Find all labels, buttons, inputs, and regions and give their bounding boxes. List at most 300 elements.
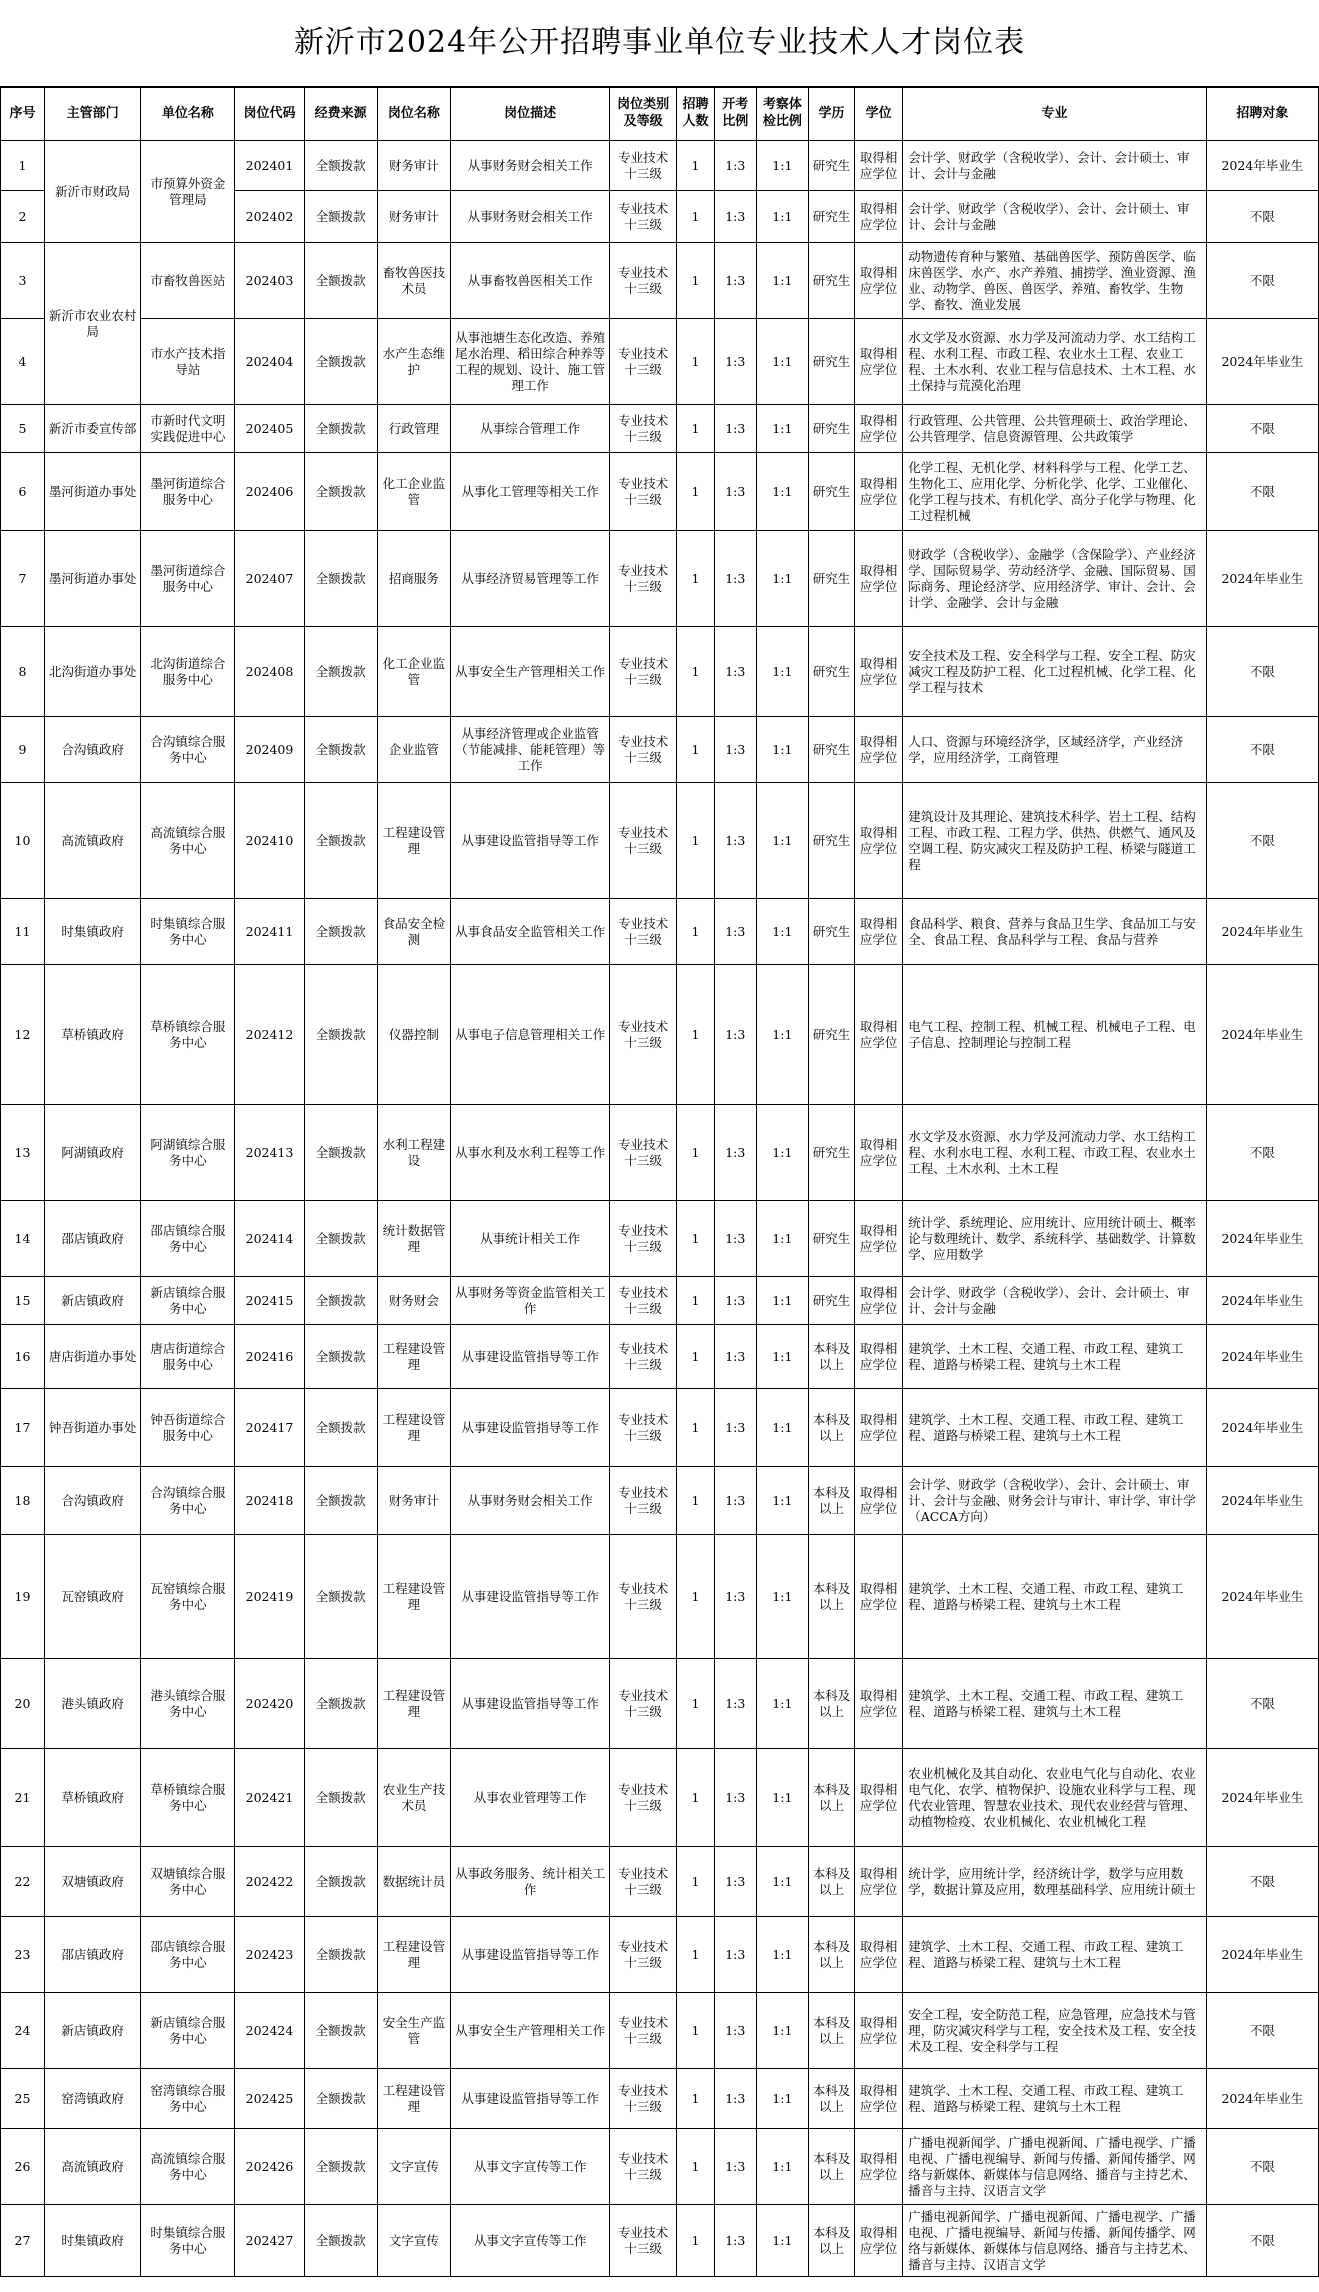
col-dept-header: 主管部门 (44, 88, 140, 141)
check-ratio: 1:1 (756, 1325, 808, 1389)
dept-cell: 钟吾街道办事处 (44, 1389, 140, 1467)
position-code: 202412 (235, 965, 304, 1105)
position-code: 202418 (235, 1467, 304, 1535)
unit-cell: 市新时代文明实践促进中心 (141, 405, 235, 453)
dept-cell: 邵店镇政府 (44, 1201, 140, 1277)
position-category: 专业技术十三级 (610, 1325, 677, 1389)
hire-count: 1 (677, 2069, 715, 2129)
degree: 取得相应学位 (855, 1389, 903, 1467)
degree: 取得相应学位 (855, 627, 903, 717)
row-number: 13 (1, 1105, 45, 1201)
education: 研究生 (809, 453, 855, 531)
degree: 取得相应学位 (855, 1325, 903, 1389)
degree: 取得相应学位 (855, 899, 903, 965)
dept-cell: 高流镇政府 (44, 783, 140, 899)
education: 研究生 (809, 319, 855, 405)
position-category: 专业技术十三级 (610, 1847, 677, 1917)
position-category: 专业技术十三级 (610, 1535, 677, 1659)
row-number: 14 (1, 1201, 45, 1277)
funding-source: 全额拨款 (304, 319, 377, 405)
row-number: 2 (1, 191, 45, 243)
funding-source: 全额拨款 (304, 2129, 377, 2205)
recruit-target: 不限 (1206, 453, 1318, 531)
education: 本科及以上 (809, 1659, 855, 1749)
position-category: 专业技术十三级 (610, 1389, 677, 1467)
position-description: 从事财务财会相关工作 (451, 141, 610, 191)
degree: 取得相应学位 (855, 243, 903, 319)
position-category: 专业技术十三级 (610, 783, 677, 899)
hire-count: 1 (677, 453, 715, 531)
unit-cell: 邵店镇综合服务中心 (141, 1917, 235, 1993)
funding-source: 全额拨款 (304, 1993, 377, 2069)
position-description: 从事畜牧兽医相关工作 (451, 243, 610, 319)
funding-source: 全额拨款 (304, 1105, 377, 1201)
position-code: 202426 (235, 2129, 304, 2205)
table-row (1, 1659, 1319, 1749)
col-category-header: 岗位类别及等级 (610, 88, 677, 141)
position-name: 农业生产技术员 (377, 1749, 450, 1847)
exam-ratio: 1:3 (714, 1917, 756, 1993)
major-list: 会计学、财政学（含税收学）、会计、会计硕士、审计、会计与金融 (903, 141, 1207, 191)
table-row (1, 1389, 1319, 1467)
position-description: 从事财务财会相关工作 (451, 1467, 610, 1535)
check-ratio: 1:1 (756, 2069, 808, 2129)
position-description: 从事文字宣传等工作 (451, 2205, 610, 2277)
position-category: 专业技术十三级 (610, 453, 677, 531)
table-row (1, 965, 1319, 1105)
position-description: 从事政务服务、统计相关工作 (451, 1847, 610, 1917)
position-name: 水产生态维护 (377, 319, 450, 405)
position-description: 从事化工管理等相关工作 (451, 453, 610, 531)
hire-count: 1 (677, 2205, 715, 2277)
row-number: 22 (1, 1847, 45, 1917)
funding-source: 全额拨款 (304, 1659, 377, 1749)
recruit-target: 2024年毕业生 (1206, 1201, 1318, 1277)
row-number: 11 (1, 899, 45, 965)
degree: 取得相应学位 (855, 319, 903, 405)
major-list: 电气工程、控制工程、机械工程、机械电子工程、电子信息、控制理论与控制工程 (903, 965, 1207, 1105)
position-code: 202423 (235, 1917, 304, 1993)
row-number: 12 (1, 965, 45, 1105)
unit-cell: 时集镇综合服务中心 (141, 899, 235, 965)
table-row (1, 1917, 1319, 1993)
major-list: 安全技术及工程、安全科学与工程、安全工程、防灾减灾工程及防护工程、化工过程机械、化学工程、化学工程与技术 (903, 627, 1207, 717)
position-code: 202416 (235, 1325, 304, 1389)
position-code: 202414 (235, 1201, 304, 1277)
position-code: 202408 (235, 627, 304, 717)
unit-cell: 唐店街道综合服务中心 (141, 1325, 235, 1389)
check-ratio: 1:1 (756, 1105, 808, 1201)
hire-count: 1 (677, 965, 715, 1105)
unit-cell: 高流镇综合服务中心 (141, 2129, 235, 2205)
recruit-target: 不限 (1206, 717, 1318, 783)
position-name: 财务审计 (377, 1467, 450, 1535)
position-code: 202427 (235, 2205, 304, 2277)
position-code: 202405 (235, 405, 304, 453)
education: 本科及以上 (809, 1467, 855, 1535)
degree: 取得相应学位 (855, 1467, 903, 1535)
position-category: 专业技术十三级 (610, 1917, 677, 1993)
position-code: 202404 (235, 319, 304, 405)
dept-cell: 时集镇政府 (44, 899, 140, 965)
position-description: 从事建设监管指导等工作 (451, 1659, 610, 1749)
col-unit-header: 单位名称 (141, 88, 235, 141)
funding-source: 全额拨款 (304, 1847, 377, 1917)
position-description: 从事建设监管指导等工作 (451, 1917, 610, 1993)
row-number: 9 (1, 717, 45, 783)
position-code: 202425 (235, 2069, 304, 2129)
funding-source: 全额拨款 (304, 2069, 377, 2129)
exam-ratio: 1:3 (714, 1389, 756, 1467)
unit-cell: 港头镇综合服务中心 (141, 1659, 235, 1749)
hire-count: 1 (677, 717, 715, 783)
education: 研究生 (809, 899, 855, 965)
col-position-header: 岗位名称 (377, 88, 450, 141)
exam-ratio: 1:3 (714, 531, 756, 627)
check-ratio: 1:1 (756, 2205, 808, 2277)
exam-ratio: 1:3 (714, 965, 756, 1105)
position-category: 专业技术十三级 (610, 899, 677, 965)
position-name: 文字宣传 (377, 2129, 450, 2205)
major-list: 建筑学、土木工程、交通工程、市政工程、建筑工程、道路与桥梁工程、建筑与土木工程 (903, 1917, 1207, 1993)
check-ratio: 1:1 (756, 1659, 808, 1749)
row-number: 1 (1, 141, 45, 191)
row-number: 10 (1, 783, 45, 899)
education: 研究生 (809, 627, 855, 717)
funding-source: 全额拨款 (304, 405, 377, 453)
position-description: 从事建设监管指导等工作 (451, 2069, 610, 2129)
position-code: 202424 (235, 1993, 304, 2069)
exam-ratio: 1:3 (714, 1659, 756, 1749)
dept-cell: 阿湖镇政府 (44, 1105, 140, 1201)
position-code: 202421 (235, 1749, 304, 1847)
hire-count: 1 (677, 1993, 715, 2069)
unit-cell: 高流镇综合服务中心 (141, 783, 235, 899)
recruit-target: 2024年毕业生 (1206, 1535, 1318, 1659)
major-list: 动物遗传育种与繁殖、基础兽医学、预防兽医学、临床兽医学、水产、水产养殖、捕捞学、渔业资源、渔业、动物学、兽医、兽医学、养殖、畜牧学、生物学、畜牧、渔业发展 (903, 243, 1207, 319)
hire-count: 1 (677, 1535, 715, 1659)
degree: 取得相应学位 (855, 1201, 903, 1277)
position-category: 专业技术十三级 (610, 405, 677, 453)
position-code: 202407 (235, 531, 304, 627)
position-name: 统计数据管理 (377, 1201, 450, 1277)
exam-ratio: 1:3 (714, 1325, 756, 1389)
degree: 取得相应学位 (855, 2069, 903, 2129)
position-name: 财务审计 (377, 191, 450, 243)
funding-source: 全额拨款 (304, 1535, 377, 1659)
degree: 取得相应学位 (855, 1105, 903, 1201)
exam-ratio: 1:3 (714, 141, 756, 191)
exam-ratio: 1:3 (714, 783, 756, 899)
major-list: 建筑设计及其理论、建筑技术科学、岩土工程、结构工程、市政工程、工程力学、供热、供燃气、通风及空调工程、防灾减灾工程及防护工程、桥梁与隧道工程 (903, 783, 1207, 899)
position-description: 从事池塘生态化改造、养殖尾水治理、稻田综合种养等工程的规划、设计、施工管理工作 (451, 319, 610, 405)
unit-cell: 合沟镇综合服务中心 (141, 1467, 235, 1535)
education: 研究生 (809, 717, 855, 783)
col-no-header: 序号 (1, 88, 45, 141)
col-education-header: 学历 (809, 88, 855, 141)
row-number: 19 (1, 1535, 45, 1659)
dept-cell: 时集镇政府 (44, 2205, 140, 2277)
hire-count: 1 (677, 319, 715, 405)
check-ratio: 1:1 (756, 1535, 808, 1659)
hire-count: 1 (677, 899, 715, 965)
position-code: 202415 (235, 1277, 304, 1325)
col-check-ratio-header: 考察体检比例 (756, 88, 808, 141)
degree: 取得相应学位 (855, 783, 903, 899)
recruit-target: 不限 (1206, 2205, 1318, 2277)
major-list: 广播电视新闻学、广播电视新闻、广播电视学、广播电视、广播电视编导、新闻与传播、新闻传播学、网络与新媒体、新媒体与信息网络、播音与主持艺术、播音与主持、汉语言文学 (903, 2205, 1207, 2277)
hire-count: 1 (677, 141, 715, 191)
education: 研究生 (809, 243, 855, 319)
position-description: 从事电子信息管理相关工作 (451, 965, 610, 1105)
degree: 取得相应学位 (855, 453, 903, 531)
position-description: 从事建设监管指导等工作 (451, 1389, 610, 1467)
major-list: 建筑学、土木工程、交通工程、市政工程、建筑工程、道路与桥梁工程、建筑与土木工程 (903, 2069, 1207, 2129)
unit-cell: 市预算外资金管理局 (141, 141, 235, 243)
check-ratio: 1:1 (756, 965, 808, 1105)
degree: 取得相应学位 (855, 1535, 903, 1659)
hire-count: 1 (677, 627, 715, 717)
hire-count: 1 (677, 1277, 715, 1325)
table-row (1, 1993, 1319, 2069)
position-category: 专业技术十三级 (610, 1467, 677, 1535)
education: 本科及以上 (809, 1917, 855, 1993)
table-row (1, 2205, 1319, 2277)
major-list: 统计学、系统理论、应用统计、应用统计硕士、概率论与数理统计、数学、系统科学、基础数学、计算数学、应用数学 (903, 1201, 1207, 1277)
funding-source: 全额拨款 (304, 243, 377, 319)
dept-cell: 双塘镇政府 (44, 1847, 140, 1917)
row-number: 8 (1, 627, 45, 717)
education: 研究生 (809, 965, 855, 1105)
unit-cell: 北沟街道综合服务中心 (141, 627, 235, 717)
recruit-target: 不限 (1206, 405, 1318, 453)
major-list: 安全工程，安全防范工程，应急管理，应急技术与管理，防灾减灾科学与工程，安全技术及工程、安全技术及工程、安全科学与工程 (903, 1993, 1207, 2069)
position-name: 畜牧兽医技术员 (377, 243, 450, 319)
major-list: 食品科学、粮食、营养与食品卫生学、食品加工与安全、食品工程、食品科学与工程、食品与营养 (903, 899, 1207, 965)
col-count-header: 招聘人数 (677, 88, 715, 141)
unit-cell: 时集镇综合服务中心 (141, 2205, 235, 2277)
position-category: 专业技术十三级 (610, 717, 677, 783)
degree: 取得相应学位 (855, 2205, 903, 2277)
check-ratio: 1:1 (756, 405, 808, 453)
position-name: 工程建设管理 (377, 1659, 450, 1749)
row-number: 21 (1, 1749, 45, 1847)
recruit-target: 2024年毕业生 (1206, 141, 1318, 191)
degree: 取得相应学位 (855, 1659, 903, 1749)
position-name: 工程建设管理 (377, 1917, 450, 1993)
hire-count: 1 (677, 1201, 715, 1277)
unit-cell: 双塘镇综合服务中心 (141, 1847, 235, 1917)
position-category: 专业技术十三级 (610, 243, 677, 319)
major-list: 建筑学、土木工程、交通工程、市政工程、建筑工程、道路与桥梁工程、建筑与土木工程 (903, 1389, 1207, 1467)
col-exam-ratio-header: 开考比例 (714, 88, 756, 141)
position-code: 202410 (235, 783, 304, 899)
degree: 取得相应学位 (855, 1749, 903, 1847)
recruit-target: 2024年毕业生 (1206, 965, 1318, 1105)
education: 研究生 (809, 1105, 855, 1201)
education: 研究生 (809, 783, 855, 899)
position-description: 从事财务财会相关工作 (451, 191, 610, 243)
dept-cell: 新店镇政府 (44, 1277, 140, 1325)
recruit-target: 2024年毕业生 (1206, 1467, 1318, 1535)
hire-count: 1 (677, 1105, 715, 1201)
table-row (1, 405, 1319, 453)
unit-cell: 市水产技术指导站 (141, 319, 235, 405)
position-description: 从事建设监管指导等工作 (451, 1325, 610, 1389)
position-name: 行政管理 (377, 405, 450, 453)
row-number: 24 (1, 1993, 45, 2069)
education: 研究生 (809, 1201, 855, 1277)
col-code-header: 岗位代码 (235, 88, 304, 141)
positions-table (0, 87, 1319, 2277)
position-category: 专业技术十三级 (610, 1201, 677, 1277)
dept-cell: 草桥镇政府 (44, 1749, 140, 1847)
position-description: 从事建设监管指导等工作 (451, 1535, 610, 1659)
table-row (1, 783, 1319, 899)
education: 本科及以上 (809, 1749, 855, 1847)
check-ratio: 1:1 (756, 1749, 808, 1847)
education: 本科及以上 (809, 1847, 855, 1917)
position-description: 从事文字宣传等工作 (451, 2129, 610, 2205)
funding-source: 全额拨款 (304, 783, 377, 899)
table-row (1, 2129, 1319, 2205)
major-list: 广播电视新闻学、广播电视新闻、广播电视学、广播电视、广播电视编导、新闻与传播、新闻传播学、网络与新媒体、新媒体与信息网络、播音与主持艺术、播音与主持、汉语言文学 (903, 2129, 1207, 2205)
table-row (1, 1277, 1319, 1325)
dept-cell: 墨河街道办事处 (44, 453, 140, 531)
exam-ratio: 1:3 (714, 1993, 756, 2069)
row-number: 6 (1, 453, 45, 531)
degree: 取得相应学位 (855, 531, 903, 627)
major-list: 统计学，应用统计学，经济统计学，数学与应用数学，数据计算及应用，数理基础科学、应用统计硕士 (903, 1847, 1207, 1917)
position-description: 从事经济贸易管理等工作 (451, 531, 610, 627)
row-number: 3 (1, 243, 45, 319)
major-list: 会计学、财政学（含税收学）、会计、会计硕士、审计、会计与金融、财务会计与审计、审计学、审计学（ACCA方向） (903, 1467, 1207, 1535)
unit-cell: 墨河街道综合服务中心 (141, 453, 235, 531)
exam-ratio: 1:3 (714, 1535, 756, 1659)
header-row (1, 88, 1319, 141)
table-row (1, 1201, 1319, 1277)
col-degree-header: 学位 (855, 88, 903, 141)
education: 研究生 (809, 531, 855, 627)
position-code: 202406 (235, 453, 304, 531)
position-description: 从事财务等资金监管相关工作 (451, 1277, 610, 1325)
table-row (1, 1467, 1319, 1535)
position-category: 专业技术十三级 (610, 627, 677, 717)
position-code: 202420 (235, 1659, 304, 1749)
unit-cell: 市畜牧兽医站 (141, 243, 235, 319)
hire-count: 1 (677, 531, 715, 627)
recruit-target: 2024年毕业生 (1206, 2069, 1318, 2129)
funding-source: 全额拨款 (304, 1389, 377, 1467)
major-list: 会计学、财政学（含税收学）、会计、会计硕士、审计、会计与金融 (903, 1277, 1207, 1325)
position-name: 招商服务 (377, 531, 450, 627)
unit-cell: 阿湖镇综合服务中心 (141, 1105, 235, 1201)
position-code: 202422 (235, 1847, 304, 1917)
education: 研究生 (809, 405, 855, 453)
recruit-target: 不限 (1206, 191, 1318, 243)
unit-cell: 墨河街道综合服务中心 (141, 531, 235, 627)
exam-ratio: 1:3 (714, 2129, 756, 2205)
table-row (1, 243, 1319, 319)
funding-source: 全额拨款 (304, 453, 377, 531)
position-category: 专业技术十三级 (610, 965, 677, 1105)
funding-source: 全额拨款 (304, 899, 377, 965)
position-code: 202413 (235, 1105, 304, 1201)
row-number: 5 (1, 405, 45, 453)
education: 研究生 (809, 141, 855, 191)
table-row (1, 531, 1319, 627)
education: 本科及以上 (809, 2129, 855, 2205)
recruit-target: 2024年毕业生 (1206, 531, 1318, 627)
position-name: 食品安全检测 (377, 899, 450, 965)
position-name: 财务财会 (377, 1277, 450, 1325)
table-row (1, 319, 1319, 405)
position-description: 从事食品安全监管相关工作 (451, 899, 610, 965)
check-ratio: 1:1 (756, 2129, 808, 2205)
position-name: 工程建设管理 (377, 2069, 450, 2129)
dept-cell: 新店镇政府 (44, 1993, 140, 2069)
position-name: 数据统计员 (377, 1847, 450, 1917)
table-row (1, 1325, 1319, 1389)
dept-cell: 北沟街道办事处 (44, 627, 140, 717)
exam-ratio: 1:3 (714, 627, 756, 717)
exam-ratio: 1:3 (714, 1847, 756, 1917)
recruit-target: 不限 (1206, 1993, 1318, 2069)
position-name: 水利工程建设 (377, 1105, 450, 1201)
funding-source: 全额拨款 (304, 1325, 377, 1389)
position-code: 202401 (235, 141, 304, 191)
recruit-target: 不限 (1206, 1659, 1318, 1749)
exam-ratio: 1:3 (714, 191, 756, 243)
position-category: 专业技术十三级 (610, 1749, 677, 1847)
position-category: 专业技术十三级 (610, 2129, 677, 2205)
exam-ratio: 1:3 (714, 1467, 756, 1535)
major-list: 建筑学、土木工程、交通工程、市政工程、建筑工程、道路与桥梁工程、建筑与土木工程 (903, 1535, 1207, 1659)
unit-cell: 草桥镇综合服务中心 (141, 965, 235, 1105)
row-number: 26 (1, 2129, 45, 2205)
education: 本科及以上 (809, 1325, 855, 1389)
position-name: 化工企业监管 (377, 453, 450, 531)
unit-cell: 钟吾街道综合服务中心 (141, 1389, 235, 1467)
recruit-target: 不限 (1206, 627, 1318, 717)
position-code: 202411 (235, 899, 304, 965)
dept-cell: 合沟镇政府 (44, 1467, 140, 1535)
check-ratio: 1:1 (756, 899, 808, 965)
recruit-target: 2024年毕业生 (1206, 1749, 1318, 1847)
col-major-header: 专业 (903, 88, 1207, 141)
unit-cell: 邵店镇综合服务中心 (141, 1201, 235, 1277)
dept-cell: 高流镇政府 (44, 2129, 140, 2205)
check-ratio: 1:1 (756, 141, 808, 191)
position-description: 从事农业管理等工作 (451, 1749, 610, 1847)
education: 本科及以上 (809, 1993, 855, 2069)
recruit-target: 2024年毕业生 (1206, 1325, 1318, 1389)
unit-cell: 合沟镇综合服务中心 (141, 717, 235, 783)
position-code: 202402 (235, 191, 304, 243)
major-list: 水文学及水资源、水力学及河流动力学、水工结构工程、水利工程、市政工程、农业水土工程、农业工程、土木水利、农业工程与信息技术、土木工程、水土保持与荒漠化治理 (903, 319, 1207, 405)
position-category: 专业技术十三级 (610, 191, 677, 243)
dept-cell: 邵店镇政府 (44, 1917, 140, 1993)
check-ratio: 1:1 (756, 1389, 808, 1467)
position-name: 财务审计 (377, 141, 450, 191)
row-number: 4 (1, 319, 45, 405)
exam-ratio: 1:3 (714, 319, 756, 405)
major-list: 水文学及水资源、水力学及河流动力学、水工结构工程、水利水电工程、水利工程、市政工程、农业水土工程、土木水利、土木工程 (903, 1105, 1207, 1201)
recruit-target: 2024年毕业生 (1206, 1917, 1318, 1993)
col-desc-header: 岗位描述 (451, 88, 610, 141)
check-ratio: 1:1 (756, 1467, 808, 1535)
funding-source: 全额拨款 (304, 1917, 377, 1993)
